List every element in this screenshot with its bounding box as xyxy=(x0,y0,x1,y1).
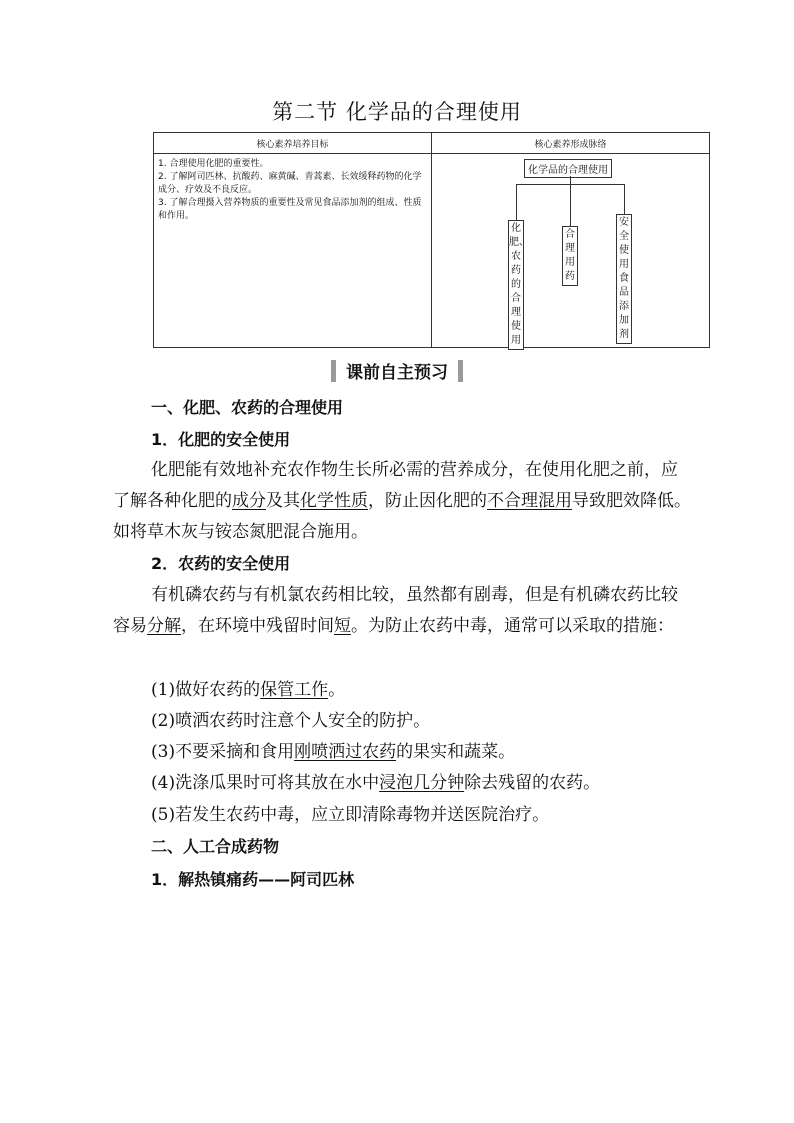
table-header-goals: 核心素养培养目标 xyxy=(154,133,432,154)
section-banner xyxy=(0,358,794,383)
diagram-connector xyxy=(570,184,571,226)
diagram-connector xyxy=(624,184,625,214)
core-literacy-table xyxy=(153,132,710,348)
goals-cell xyxy=(154,154,432,348)
list-item: (1)做好农药的保管工作。 xyxy=(151,680,346,700)
list-item: (3)不要采摘和食用刚喷洒过农药的果实和蔬菜。 xyxy=(151,742,516,762)
list-item: (2)喷洒农药时注意个人安全的防护。 xyxy=(151,711,431,731)
table-header-context: 核心素养形成脉络 xyxy=(432,133,710,154)
diagram-node-food-additive: 安全使用食品添加剂 xyxy=(616,214,632,344)
heading-fertilizer: 1．化肥的安全使用 xyxy=(151,430,291,449)
heading-pesticide: 2．农药的安全使用 xyxy=(151,554,291,573)
diagram-connector xyxy=(570,176,571,184)
paragraph-pesticide: 有机磷农药与有机氯农药相比较，虽然都有剧毒，但是有机磷农药比较容易分解，在环境中残留时间短。为防止农药中毒，通常可以采取的措施： xyxy=(113,585,678,636)
banner-label: 课前自主预习 xyxy=(346,363,448,383)
diagram-root: 化学品的合理使用 xyxy=(524,159,612,178)
heading-section-2: 二、人工合成药物 xyxy=(151,837,280,856)
diagram-node-fertilizer: 化肥、农药的合理使用 xyxy=(508,220,524,350)
list-item: (5)若发生农药中毒，应立即清除毒物并送医院治疗。 xyxy=(151,805,550,825)
diagram-node-medicine: 合理用药 xyxy=(562,226,578,286)
diagram-connector xyxy=(516,184,517,220)
concept-diagram xyxy=(432,154,710,348)
heading-section-1: 一、化肥、农药的合理使用 xyxy=(151,398,344,417)
goal-item: 1. 合理使用化肥的重要性。 xyxy=(158,159,269,169)
list-item: (4)洗涤瓜果时可将其放在水中浸泡几分钟除去残留的农药。 xyxy=(151,773,601,793)
banner-bar-right xyxy=(458,360,463,382)
goal-item: 2. 了解阿司匹林、抗酸药、麻黄碱、青蒿素、长效缓释药物的化学成分、疗效及不良反应。 xyxy=(158,172,422,195)
heading-aspirin: 1．解热镇痛药——阿司匹林 xyxy=(151,870,355,889)
paragraph-fertilizer: 化肥能有效地补充农作物生长所必需的营养成分，在使用化肥之前，应了解各种化肥的成分及其化学性质，防止因化肥的不合理混用导致肥效降低。如将草木灰与铵态氮肥混合施用。 xyxy=(113,460,691,542)
page-title: 第二节 化学品的合理使用 xyxy=(272,100,522,124)
banner-bar-left xyxy=(331,360,336,382)
goal-item: 3. 了解合理摄入营养物质的重要性及常见食品添加剂的组成、性质和作用。 xyxy=(158,198,422,221)
